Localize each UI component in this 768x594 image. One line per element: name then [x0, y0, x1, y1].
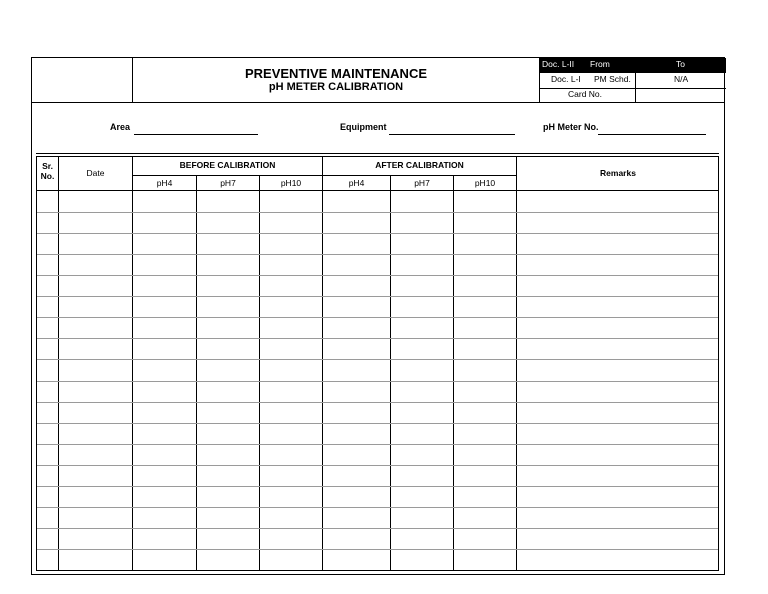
form-frame — [31, 57, 725, 575]
table-row[interactable] — [37, 549, 718, 570]
remarks-header: Remarks — [600, 168, 636, 178]
after-ph10-header: pH10 — [474, 178, 496, 188]
doc-row-3-c1: Card No. — [568, 89, 603, 99]
table-row[interactable] — [37, 191, 718, 212]
table-row[interactable] — [37, 528, 718, 549]
title-block — [133, 58, 539, 102]
doc-row-1 — [540, 58, 726, 73]
sr-no-header-line1: Sr. — [42, 161, 53, 171]
meter-number-field[interactable] — [598, 134, 706, 135]
table-row[interactable] — [37, 254, 718, 275]
calibration-table — [36, 156, 719, 571]
doc-row-2-c3: N/A — [674, 74, 689, 84]
table-row[interactable] — [37, 212, 718, 233]
doc-row-1-c1: Doc. L-II — [542, 59, 575, 69]
table-row[interactable] — [37, 507, 718, 528]
header-group-divider — [133, 175, 517, 176]
doc-row-3 — [540, 88, 726, 103]
before-ph10-header: pH10 — [280, 178, 302, 188]
after-ph4-header: pH4 — [348, 178, 365, 188]
meter-label: pH Meter No. — [543, 122, 599, 132]
before-ph4-header: pH4 — [156, 178, 173, 188]
doc-divider — [635, 73, 636, 102]
document-info-box — [539, 58, 726, 102]
doc-row-1-c3: To — [676, 59, 685, 69]
table-row[interactable] — [37, 402, 718, 423]
date-header: Date — [86, 168, 105, 178]
table-row[interactable] — [37, 381, 718, 402]
before-ph7-header: pH7 — [220, 178, 236, 188]
table-row[interactable] — [37, 275, 718, 296]
table-row[interactable] — [37, 296, 718, 317]
table-row[interactable] — [37, 423, 718, 444]
table-row[interactable] — [37, 486, 718, 507]
info-row — [32, 114, 724, 138]
doc-row-2 — [540, 73, 726, 89]
table-row[interactable] — [37, 359, 718, 380]
after-calibration-header: AFTER CALIBRATION — [375, 160, 464, 170]
area-field[interactable] — [134, 134, 258, 135]
table-row[interactable] — [37, 338, 718, 359]
table-row[interactable] — [37, 465, 718, 486]
after-ph7-header: pH7 — [414, 178, 430, 188]
doc-row-1-c2: From — [590, 59, 610, 69]
table-row[interactable] — [37, 233, 718, 254]
logo-box — [32, 58, 133, 102]
form-header — [32, 58, 724, 103]
area-label: Area — [110, 122, 131, 132]
table-row[interactable] — [37, 444, 718, 465]
form-title: PREVENTIVE MAINTENANCE — [244, 66, 428, 81]
before-calibration-header: BEFORE CALIBRATION — [179, 160, 276, 170]
sr-no-header-line2: No. — [40, 171, 55, 181]
sr-no-header — [37, 161, 58, 181]
table-row[interactable] — [37, 317, 718, 338]
equipment-field[interactable] — [389, 134, 515, 135]
form-subtitle: pH METER CALIBRATION — [268, 81, 404, 93]
doc-row-2-c2: PM Schd. — [594, 74, 631, 84]
doc-row-2-c1: Doc. L-I — [551, 74, 581, 84]
equipment-label: Equipment — [340, 122, 387, 132]
table-top-rule — [36, 153, 719, 154]
